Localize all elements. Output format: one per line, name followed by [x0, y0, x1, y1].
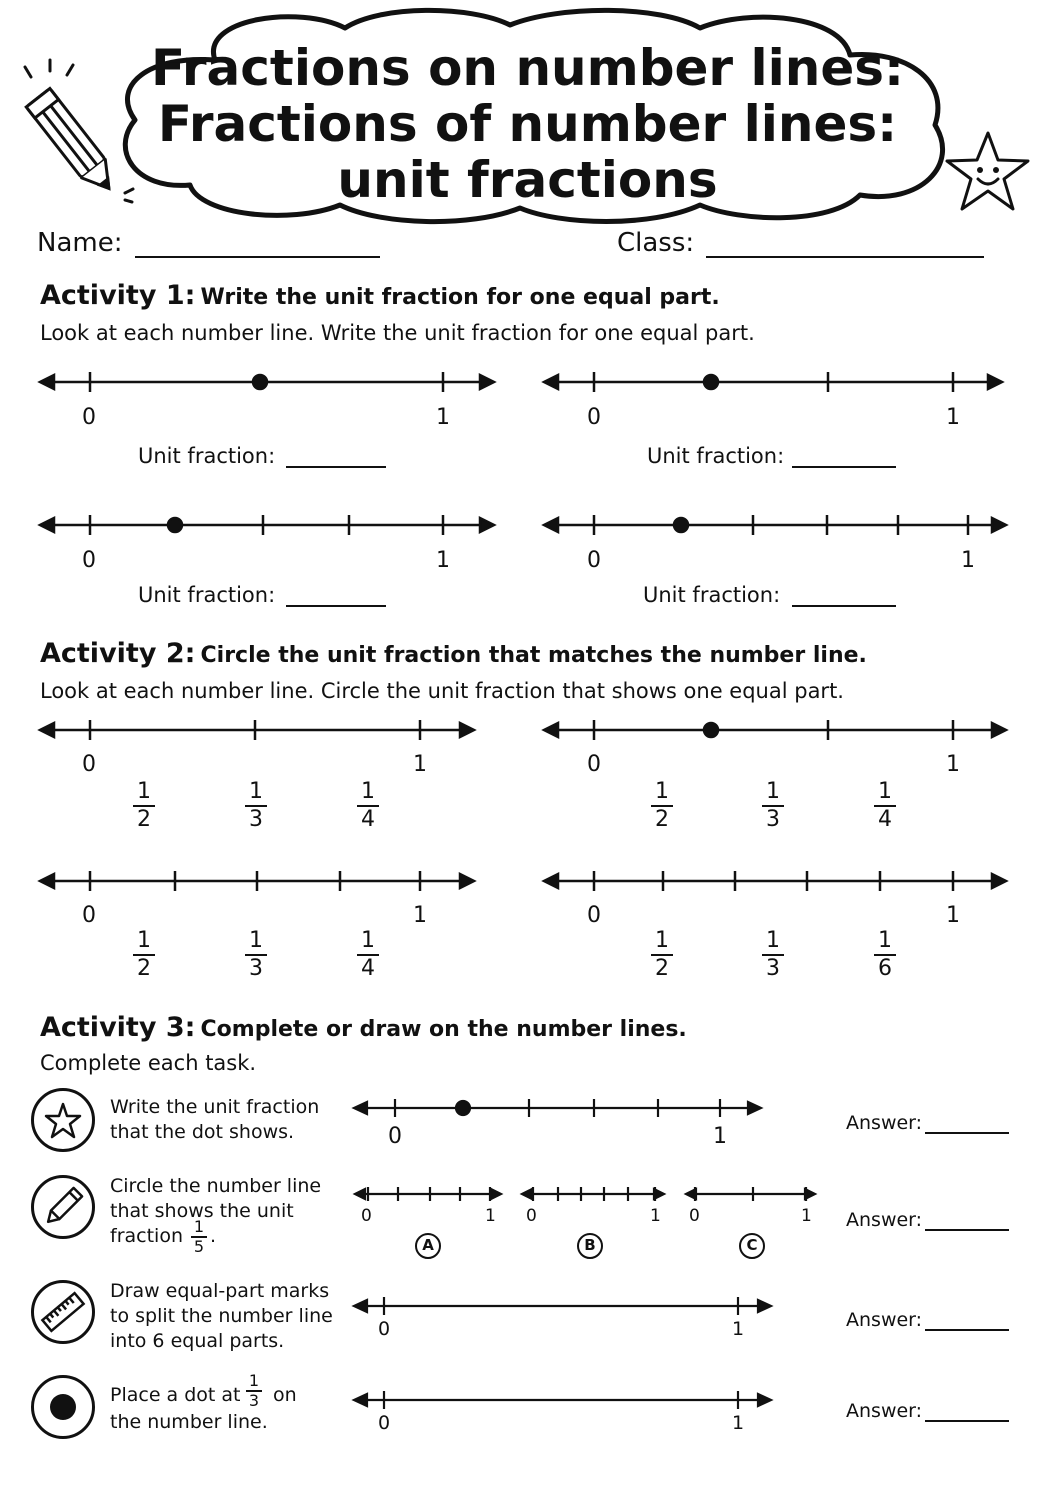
fraction-choice[interactable]: 1 2 [129, 780, 159, 832]
a1-zero: 0 [587, 405, 601, 430]
task4-text: Place a dot at 1 3 on the number line. [110, 1371, 297, 1433]
answer-blank[interactable] [925, 1420, 1009, 1422]
name-label: Name: [37, 228, 123, 258]
a2-zero: 0 [587, 752, 601, 777]
a2-one: 1 [946, 752, 960, 777]
a3-zero: 0 [388, 1124, 402, 1149]
activity1-number-lines [0, 360, 1055, 620]
answer-label: Answer: [846, 1400, 923, 1422]
activity3-instruction: Complete each task. [40, 1051, 257, 1075]
unit-fraction-label: Unit fraction: [647, 444, 785, 468]
a2-zero: 0 [82, 903, 96, 928]
answer-blank[interactable] [925, 1229, 1009, 1231]
a1-zero: 0 [82, 548, 96, 573]
a3-one: 1 [732, 1318, 745, 1340]
fraction-choice[interactable]: 1 4 [353, 780, 383, 832]
class-field[interactable] [706, 256, 984, 258]
a2-zero: 0 [82, 752, 96, 777]
fraction-choice[interactable]: 1 6 [870, 929, 900, 981]
unit-fraction-label: Unit fraction: [138, 583, 276, 607]
a3-zero: 0 [361, 1206, 372, 1226]
class-label: Class: [617, 228, 695, 258]
a1-one: 1 [961, 548, 975, 573]
name-field[interactable] [135, 256, 380, 258]
unit-fraction-label: Unit fraction: [138, 444, 276, 468]
unit-fraction-label: Unit fraction: [643, 583, 781, 607]
unit-fraction-blank[interactable] [286, 605, 386, 607]
fraction-choice[interactable]: 1 4 [353, 929, 383, 981]
a1-one: 1 [946, 405, 960, 430]
answer-label: Answer: [846, 1112, 923, 1134]
a2-one: 1 [413, 903, 427, 928]
fraction-choice[interactable]: 1 3 [758, 780, 788, 832]
unit-fraction-blank[interactable] [792, 466, 896, 468]
task2-text: Circle the number line that shows the unit fraction 1 5 . [110, 1175, 322, 1256]
task2-fraction: 1 5 [188, 1219, 210, 1255]
unit-fraction-blank[interactable] [286, 466, 386, 468]
fraction-choice[interactable]: 1 2 [647, 929, 677, 981]
activity2-instruction: Look at each number line. Circle the unit fraction that shows one equal part. [40, 679, 844, 703]
option-c[interactable]: C [746, 1236, 758, 1254]
fraction-choice[interactable]: 1 3 [241, 929, 271, 981]
a3-zero: 0 [378, 1412, 391, 1434]
a3-zero: 0 [526, 1206, 537, 1226]
unit-fraction-blank[interactable] [792, 605, 896, 607]
a1-zero: 0 [82, 405, 96, 430]
fraction-choice[interactable]: 1 3 [758, 929, 788, 981]
fraction-choice[interactable]: 1 3 [241, 780, 271, 832]
title-line-3: unit fractions [337, 151, 718, 209]
option-a[interactable]: A [422, 1236, 434, 1254]
a1-zero: 0 [587, 548, 601, 573]
a3-one: 1 [485, 1206, 496, 1226]
activity3-number-lines [0, 1090, 1055, 1440]
title-line-2: Fractions of number lines: [157, 95, 898, 153]
a1-one: 1 [436, 405, 450, 430]
a3-one: 1 [732, 1412, 745, 1434]
a3-zero: 0 [689, 1206, 700, 1226]
activity1-instruction: Look at each number line. Write the unit fraction for one equal part. [40, 321, 755, 345]
fraction-choice[interactable]: 1 2 [129, 929, 159, 981]
a2-one: 1 [413, 752, 427, 777]
a3-one: 1 [713, 1124, 727, 1149]
fraction-choice[interactable]: 1 2 [647, 780, 677, 832]
title-line-1: Fractions on number lines: [150, 39, 905, 97]
a1-one: 1 [436, 548, 450, 573]
activity1-heading: Activity 1: Write the unit fraction for one equal part. [40, 280, 720, 311]
activity3-heading: Activity 3: Complete or draw on the number lines. [40, 1012, 687, 1043]
a3-one: 1 [650, 1206, 661, 1226]
option-b[interactable]: B [584, 1236, 596, 1254]
answer-blank[interactable] [925, 1329, 1009, 1331]
task4-fraction: 1 3 [243, 1373, 265, 1409]
pencil-icon [15, 55, 135, 205]
a3-one: 1 [801, 1206, 812, 1226]
answer-blank[interactable] [925, 1132, 1009, 1134]
fraction-choice[interactable]: 1 4 [870, 780, 900, 832]
answer-label: Answer: [846, 1209, 923, 1231]
star-face-icon [940, 125, 1035, 220]
a3-zero: 0 [378, 1318, 391, 1340]
a2-zero: 0 [587, 903, 601, 928]
answer-label: Answer: [846, 1309, 923, 1331]
activity2-heading: Activity 2: Circle the unit fraction that matches the number line. [40, 638, 867, 669]
a2-one: 1 [946, 903, 960, 928]
task3-text: Draw equal-part marks to split the number line into 6 equal parts. [110, 1280, 333, 1352]
task1-text: Write the unit fraction that the dot shows. [110, 1096, 320, 1143]
